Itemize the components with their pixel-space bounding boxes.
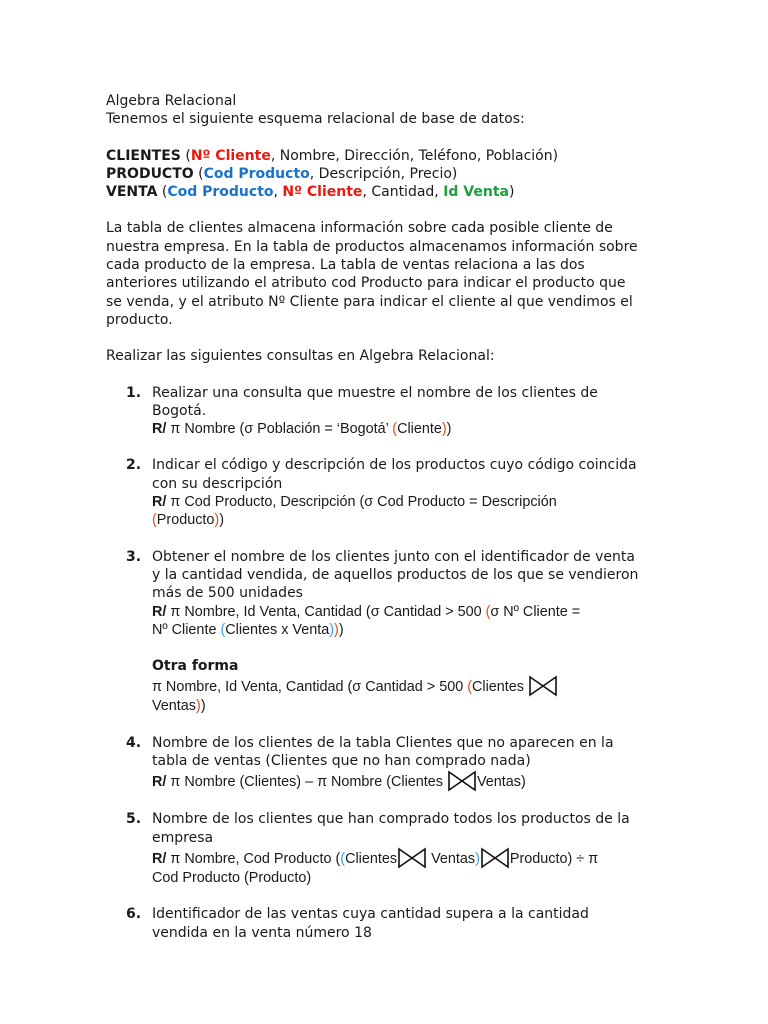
schema-venta: VENTA (Cod Producto, Nº Cliente, Cantidad, Id Venta) [106,184,515,201]
item-number: 5. [126,811,142,828]
alternative-answer: Otra forma π Nombre, Id Venta, Cantidad (σ Cantidad > 500 (Clientes Ventas)) [152,657,666,716]
answer: R/ π Cod Producto, Descripción (σ Cod Producto = Descripción [152,494,557,511]
list-item: 1. Realizar una consulta que muestre el nombre de los clientes de Bogotá. R/ π Nombre (σ Población = ‘Bogotá’ (Cliente)) [106,384,666,439]
item-number: 2. [126,457,142,474]
queries-list [106,384,666,942]
queries-intro: Realizar las siguientes consultas en Algebra Relacional: [106,348,495,365]
description-paragraph: La tabla de clientes almacena información sobre cada posible cliente de nuestra empresa. En la tabla de productos almacenamos información sobre cada producto de la empresa. La tabla de ventas relaciona a las dos anteriores utilizando el atributo cod Producto para indicar el producto que se venda, y el atributo Nº Cliente para indicar el cliente al que vendimos el producto. [106,220,638,328]
natural-join-icon [397,847,427,869]
natural-join-icon [447,770,477,792]
document-page [106,92,666,960]
item-number: 4. [126,734,142,751]
list-item: 5. Nombre de los clientes que han comprado todos los productos de la empresa R/ π Nombre, Cod Producto ((Clientes Ventas) Producto) ÷ π Cod Producto (Producto) [106,810,666,887]
page-title: Algebra Relacional [106,93,237,109]
natural-join-icon [528,675,558,697]
answer: R/ π Nombre (σ Población = ‘Bogotá’ (Cliente)) [152,421,452,438]
schema-producto: PRODUCTO (Cod Producto, Descripción, Precio) [106,165,458,182]
list-item: 3. Obtener el nombre de los clientes junto con el identificador de venta y la cantidad vendida, de aquellos productos de los que se vendieron más de 500 unidades R/ π Nombre, Id Venta, Cantidad (σ Cantidad > 500 (σ Nº Cliente = Nº Cliente (Clientes x Venta))) Otra forma π Nombre, Id Venta, Cantidad (σ Cantidad > 500 (Clientes Ventas)) [106,548,666,716]
intro-text: Tenemos el siguiente esquema relacional de base de datos: [106,111,525,128]
list-item: 6. Identificador de las ventas cuya cantidad supera a la cantidad vendida en la venta número 18 [126,906,589,941]
list-item: 4. Nombre de los clientes de la tabla Clientes que no aparecen en la tabla de ventas (Clientes que no han comprado nada) R/ π Nombre (Clientes) – π Nombre (Clientes Ventas) [106,734,666,793]
answer: R/ π Nombre (Clientes) – π Nombre (Clientes Ventas) [152,770,666,792]
natural-join-icon [480,847,510,869]
list-item: 2. Indicar el código y descripción de los productos cuyo código coincida con su descripción R/ π Cod Producto, Descripción (σ Cod Producto = Descripción (Producto)) [106,456,666,529]
item-number: 3. [126,548,142,565]
answer: R/ π Nombre, Cod Producto ((Clientes Ventas) Producto) ÷ π [152,847,666,869]
answer: R/ π Nombre, Id Venta, Cantidad (σ Cantidad > 500 (σ Nº Cliente = [152,603,581,620]
item-number: 6. [126,906,142,923]
schema-clientes: CLIENTES (Nº Cliente, Nombre, Dirección, Teléfono, Población) [106,147,559,164]
alternative-title: Otra forma [152,658,239,675]
item-number: 1. [126,384,142,401]
